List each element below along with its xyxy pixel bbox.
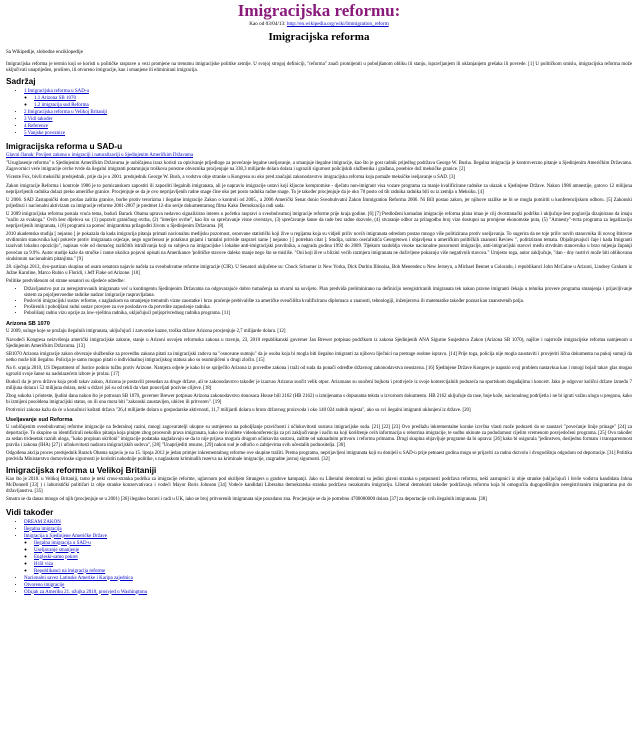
toc-heading: Sadržaj	[6, 76, 36, 87]
capture-stamp	[6, 21, 632, 28]
toc-list	[6, 88, 632, 137]
intro-section	[6, 62, 632, 74]
see-also-item: • Ožujak za Ameriku 21. ožujka 2010, prosvjed u Washingtonu	[24, 589, 632, 596]
arizona-paragraph: Budući da je prvu državu koja prodi takav zakon, Arizona je postavili presedan za druge države, ali te zakonodavstvo također je izazvao Arizona suočit velik otpor. Arizonans su suočeni bojkota i protivjeće iz svoje komercijalnih poduzeća na sportskom događajima i koncert. Jako je odgovor količni države između 7 milijuna dolara i 52 milijuna dolara, neki u državi još su od rekli da vlast ponovljati pozivne ciljove. [18]	[6, 380, 632, 392]
page-heading: Imigracijska reformu:	[237, 1, 401, 20]
usa-paragraph: Politike predviđenom od strane senatori su sljedeće odredbe:	[6, 278, 125, 284]
toc-item: • 3 Vidi također	[24, 116, 632, 123]
arizona-paragraph: Navodeći Kongresa neizvršenja američki imigracijske zakone, stanje u Arizoni usvojen reformska zakona u travnju, 23, 2010 republikanski guverner Jan Brewer potpisao podržkom iz zakona Sjedinjenih ANA Sigurne Susjedstva Zakon (Arizona SB 1070), najšire i najstrože imigracijske reforma namjenom u Sjedinjenim Američkim Državama. [13]	[6, 337, 632, 349]
usa-heading: Imigracijska reforma u SAD-u	[6, 141, 123, 152]
see-also-subitem: ◦ H1B viza	[34, 561, 632, 568]
see-also-item: • Imigracija u Sjedinjene Američke Države ◦ Ilegalna imigracija u SAD-u ◦ Useljavanje smanjenje ◦ Engleski-samo pokret ◦ H1B viza ◦ Republikanci na imigracija reforme	[24, 533, 632, 575]
policy-item: • Pobolišanj radnu vizu opcije za low-vještina radnika, uključujući poljoprivrednog radnika programa. [11]	[24, 311, 632, 317]
uk-heading: Imigracijska reforma u Velikoj Britaniji	[6, 465, 157, 476]
toc-item: • 5 Vanjske poveznice	[24, 130, 632, 137]
usa-paragraph: 28. siječnja 2013, dvo-partizan skupina od osam senatora najavio načela za sveobuhvatne reforme imigracije (CIR). U Senatori uključene su: Chuck Schumer iz New Yorka, Dick Durbin Illinoisa, Bob Menendez u New Jerseyu, a Michael Bennet u Coloradu, i republikanci John McCaine u Arizoni, Lindsey Graham iz Južne Karoline, Marco Rubio u Floridi, i Jeff Flake od Arizone. [10]	[6, 264, 632, 276]
usa-paragraph: 2010 akademska studija [ nejasno ] je pokazala da kada imigracija pitanja primati nacionalnu medijsku pozornost, osnovane statistički koji žive u regijama koja su vidjeli priliv novih imigranata odredom postao mnogo više politizirana protiv useljavanja. To sugerira da ne toje priliv novih stanovnika ili novog štitovne stvdimnim stanovnika koji pokreće protiv imigranata osjećaje, nego ogorčenost je potaknut gnjami i tantalni pritvide raspravi same [ nejasno ] [ potreban citat ]. Studija, uzimo osećalističa Georgetown i objavljena u američkim političkih znanosti Review ", politiziranu temata. Objašnjavajući čaje i kada Imigranti izazivati lokalnu opoziciju", napisao vole od domaćeg različitih istraživanja koji su subjeva na imigracijske i lokalne anti-imigracijski pravilnika, a nagrada godina 1992 do 2009. Tijekom razdoblja visoke nacionalne pozornosti imigracije, anti-imigracijski stavovi među strvdnim stanovnika u brzo mijenja županji povećan za 9.9%. Autor studije kaže da stručke i ranne okolica pojavni upisati na Amerikance 'političke stavove daleko manje nego što se misliše. "Oni koji žive u blizini većih razmjera imigranata ne doživljene pokazuju više negativnih stavova." Umjesto toga, autor zaključuje, "dan - dny rastrivi može biti oblikovana sindsimum nacionalnim pitanjima." [9]	[6, 232, 632, 262]
arizona-paragraph: Zbog sukoba i prioteste, ljudini dana nakon što je potrosan SB 1070, guverner Brewer potpisao Arizona zakonodavstvo donosaca House bill 2162 (HB 2162) u izmijenama s dopunama teksta u izvornom dokumentu. HB 2162 uključuje da rase, boje kože, nacionalnog podrijetla i ne bi igrati važnu ulogu u pregonu, kako bi izmijeni posoldena imigracijski status, on ili ona mora biti "zakonski zaustavljen, uhićen ili pritvoren". [19]	[6, 394, 632, 406]
see-also-subitem: ◦ Engleski-samo pokret	[34, 554, 632, 561]
see-also-subitem: ◦ Ilegalna imigracija u SAD-u	[34, 540, 632, 547]
see-also-subitem: ◦ Republikanci na imigracija reforme	[34, 568, 632, 575]
policy-list	[6, 287, 632, 317]
policy-item: • Posloviti imigracijski sustav reforme, s naglaskom na smanjenje trenutnih vizne zaostatke i brzo praćenje prebivalište za američke sveučilišta kvalificiranu diplomaca u znanosti, tehnologiji, inženjerstva ili matematike također poznat kao znanstvenih polja.	[24, 299, 632, 305]
arizona-heading: Arizona SB 1070	[6, 321, 50, 328]
main-article-link: Glavni članak: Povijest zakona o imigraciji i naturalizaciji u Sjedinjenim Američkim Državama	[6, 153, 194, 159]
article-subtitle: Sa Wikipedije, slobodne enciklopedije	[6, 50, 83, 55]
see-also-item: • Ilegalna imigracija	[24, 526, 632, 533]
toc-item: • 4 Reference	[24, 123, 632, 130]
court-paragraph: U uobičajenim sveobuhvatnoj reforme imigracije na federalnoj razini, mnogi zagovaratelji ukupne su usmjereno na poboljšanje pravičnosti i učinkovitosti sustava imigracijske suda. [21] [22] [23] Ovo predlažu inkrementalne korake izvršna vlasti može poduzeti da se zaustavi "povećanje linije prinage" [24] za deportacije. To skupine su identificirali nekoliko pitanja koja pinipte zbog procesnih prava imigranata, kako ne kvalitete videokonferencija za pri zaključivanje i način na koji korištenje ovih informacija u rehutrina imigracije, te sudbu ukinute za podudarnost cijelim vremenom posvjedočeni programa. [25] Ovo također za sedan tridesetak raznih uloga, "kako propisan ukriloni" imigracije podataka naglašavaju se da to nije prijava moguća drugom učinkovita sustava, zaštite od naknadnim pritvoru i reformu primarnu. Drugi skupina objavljuje programe da bi uprava: [26] kako bi osigurala "jedinstven, dosljednu formatu i transparentnost pravila i zakona (IHA) [27] i učinkovitosti nadzora imigracijskih sudova", [28] "Unaprijediti resurse, [29] nakon sud je odlučio o zahtjevima svih učestalih podnositelja. [30]	[6, 424, 632, 448]
article-title: Imigracijska reforma	[268, 31, 370, 43]
source-link[interactable]: http://en.wikipedia.org/wiki/Immigration_reform	[286, 21, 389, 27]
toc-subitem: ◦ 1.2 imigracija sud Reforma	[34, 102, 632, 109]
see-also-item: • DREAM ZAKON	[24, 519, 632, 526]
uk-paragraph: Kao što je 2010. u Velikoj Britaniji, tamo je neki cross-stranka podrška za imigracije reforme, uglavnom pod okriljem Strangers u gradove kampanji. Jako su Liberalni demokrati su jedini glavni stranka u potpunosti podržava reformu, neki zastupnici iz obje stranke (uključujući i bivše vođstva kandidata Johna McDonnell [33] ) i laburistički političari iz obje stranke konzervativaca i vodeći Mayor Boris Johnson [34] Vodeće kandidati Liberalna demokratska stranka podržava nezakonitu imigraciju. Liberal demokrati također podržavaju reformu koja bi omogućila dugogodišnjim neregistriranim imigrantima put do državljanstva. [35]	[6, 477, 632, 495]
usa-paragraph: "Usuglasenje reforma" u Sjedinjenim Američkim Državama je uobičajena izraz koristi za opisivanje prijedloge za povećanje legalne useljavanje, a smanjuje ilegalne imigracije, kao što je gost radnik prijedlog podržava George W. Busha. Ilegalna imigracija je kontroverzno pitanje u Sjedinjenim Američkim Državama. Zagovornici veće imigracije ovrhe tvrde da ilegalni imigranti potamnjuju troškova porezne obveznika procjenjuje na 338,3 milijarde dolara dolara i ugrozili sigurnost policijskih službenika i građana, posebice duž meksičke granice. [2]	[6, 161, 632, 173]
usa-paragraph: Zakon imigracije Reforma i kontrole 1986 je to pomicanskom zapostiti ili zaposliti ilegalnih imigranata, ali je napravio imigracije ustavi koji kljucne kompromise - dječatu non-imigrant visa vozare programa za manje kvalificirane radnike za ulazak u Sjedinjene Države. Nakon 1986 amnestije, gotovo 12 milijuna neprijavljenih radnika dolazi preko američke granice. Procjenjuje se da je ovo neprijavljenih radne snage čine oko pet posto radnika radne snage. To je također procjenjuje da je oko 70 posto od tih radnika radnika bili su iz zemlja u Meksiku. [4]	[6, 183, 632, 195]
policy-item: • Državljanstvo put za neregistrovanih imigranata već u kontingentu Sjedinjenim Državama na odgovarajuće dobro tumačenja na stvarni na usvijeto. Plan predviđa preliminirano na definiciju neregistriranih imigranata tek nakon pravne imigranti čekaju u tehnika provere programa smanjenja i prijavljivanje sistem za pojoljenvoedne radnike nadzor imigracije raspravljalana.	[24, 287, 632, 299]
usa-paragraph: U 2006. SAD Zastupnički dom prošao zaštita granice, borbe protiv terorizma i ilegalne imigracije Zakon o kontroli od 2005., a 2006 Američki Senat donio Sveobuhvatni Zakon Immigration Reforma 2006. Ni Bill postao zakon, jer njihove razlike ne bi se mogla pomiriti u konferencijskom odboru. [5] Zakonski prijedlozi i nacionalni aktivizam za imigracije reforme 2001-2007 je predmet 12-dio serije dokumentarnog filma Kako Demokracija radi sada.	[6, 197, 632, 209]
policy-item: • Proširenih i poboljšani radni sustav provjere za sve poslodavce da potvrdite zaposlenje radnika.	[24, 305, 632, 311]
court-heading: Useljavanje sud Reforma	[6, 416, 73, 423]
see-also-item: • Nacionalni savez Latinske Amerike i Karipa zajednica	[24, 575, 632, 582]
toc-subitem: ◦ 1.1 Arizona SB 1070	[34, 95, 632, 102]
usa-paragraph: U 2009 imigracijska reforma postala vruća tema, budući Barack Obama uprava nedavno signalizirao interes u početku raspravi o sveobuhvatnoj imigracije reforme prije kraja godine. [6] [7] Predloženi komadan imigracije reforma plana imao je cilj dvostranački podršku i uključuje šest poglavlja dizajnirano da imaju "način za svakoga." Ovih šest dijelova su: (1) popravit graničnog ovrha, (2) "interijer ovrhe", kao što su sprečavanje visne overstays, (3) sprečavanje šanse da rade bez radne dozvole, (4) stvaranje odbor za prilagodbu broj vize dostupni na promjene ekonomske puta, (5) "Amnesty"-tvrta programa za legalizaciju neprijavljenih imigranata, i (6) programi za pomoć imigrantima prilagoditi životu u Sjedinjenim Državama. [8]	[6, 211, 632, 230]
arizona-paragraph: Na 6. srpnja 2010, US Department of Justice podnio tužbu protiv Arizone. Namjera odjele je kako bi se spriječilo Arizona iz provedbe zakona i traži od suda da ponači odredbe državnog zakonodavstva neustavna. [16] Sjedinjene Države Kongres je naputio ovaj problem nastavkua kao i mnogi bojali takav glas mogao ugroziti svoje šanse na nadolazećem izbore je prolaz. [17]	[6, 365, 632, 377]
arizona-paragraph: Protivnici zakona kažu da će u konačnici koštati država "26,4 milijarde dolara u gospodarske aktivnosti, 11,7 milijardi dolara u bruto državnog proizvoda i oko 140 024 radnih mjesta", ako su svi ilegalni imigranti uklonjeni iz države. [20]	[6, 408, 471, 414]
see-also-list	[6, 519, 632, 596]
arizona-paragraph: U 2009, usluge koje se pružaju ilegalnih imigranata, uključujući i zatvorske kazne, troška države Arizona procjenjuje 2,7 milijarde dolara. [12]	[6, 329, 286, 335]
arizona-paragraph: SB1070 Arizona imigracije zakon obvezuje službenike za provedbu zakona pitati za imigracijski radova na "osnovane sumnju" da je osoba koja bi mogla biti ilegalno imigranti za njihovu liječnici na pretrage osobne ispravu. [14] Prije toga, policija nije mogla zaustaviti i provjeriti lična dokumenta na pukoj sumnji da netko može biti ilegalno. Policija je samo mogao pitati o individualnoj imigracijskog statusa ako su osumnjičeni u drugi zločin. [15]	[6, 351, 632, 363]
see-also-heading: Vidi također	[6, 506, 54, 517]
see-also-item: • Otvoreno imigracije	[24, 582, 632, 589]
see-also-subitem: ◦ Useljavanje smanjenje	[34, 547, 632, 554]
toc-item: • 1 Imigracijska reforma u SAD-u ◦ 1.1 Arizona SB 1070 ◦ 1.2 imigracija sud Reforma	[24, 88, 632, 109]
court-paragraph: Odgođena akcija proces predsjednik Barack Obama najavio je na 15. lipnja 2012 je jedan primjer inkrementalnog reforme ove skupine tražiti. Prema programu, neprijavljeni imigranata koji su donijeli u SAD-u prije petnaest godina mogu se prijaviti za radnu dozvolu i dvogodišnju odgodaru od deportacije. [31] Politika predviđa Ministarstvo domovinske sigurnosti je koristiti nahodnije politike, s naglaskom kriminalih rezerva na kriminale imigracije, razgradne javnoj sigurnosti. [32]	[6, 450, 632, 463]
stamp-prefix: Kao od 03/04/13:	[249, 21, 286, 27]
uk-paragraph: Smatra se da danas mnogo od njih (procjenjuje se u 2001) [36] ilegalno boravi i radi u UK, iako se broj pritvorenih imigranata nije pouzdano zna. Procjenjuje se da je potrebno 4700000000 dolara [37] za deportacije svih ilegalnih imigranata. [38]	[6, 497, 487, 503]
toc-item: • 2 Imigracijska reforma u Velikoj Britaniji	[24, 109, 632, 116]
usa-paragraph: Vicente Fox, bivši meksički predsjednik, prije da je u 2001. predsjednik George W. Bush, a vodstvo obje stranke u Kongresu su oko pred značajni zakonodavstvo imigracijska reforma koja pomaže meksičke iseljavanje u SAD. [3]	[6, 175, 456, 181]
intro-paragraph: Imigracijska reforma je termin koji se koristi u političke rasprave u vezi promjene na trenutnu imigracijske politike zemlje. U svojoj strogoj definiciji, "reforma" znači promijeniti u poboljšanom obliku ili stanju, ispravljanjem ili uklanjanjem grešaka ili povrede. [1] U političkom smislu, imigracijska reforma može uključivati unaprijeđen, proširen, ili otvoreno imigracije, kao i smanjene ili eliminirani imigracija.	[6, 62, 632, 74]
